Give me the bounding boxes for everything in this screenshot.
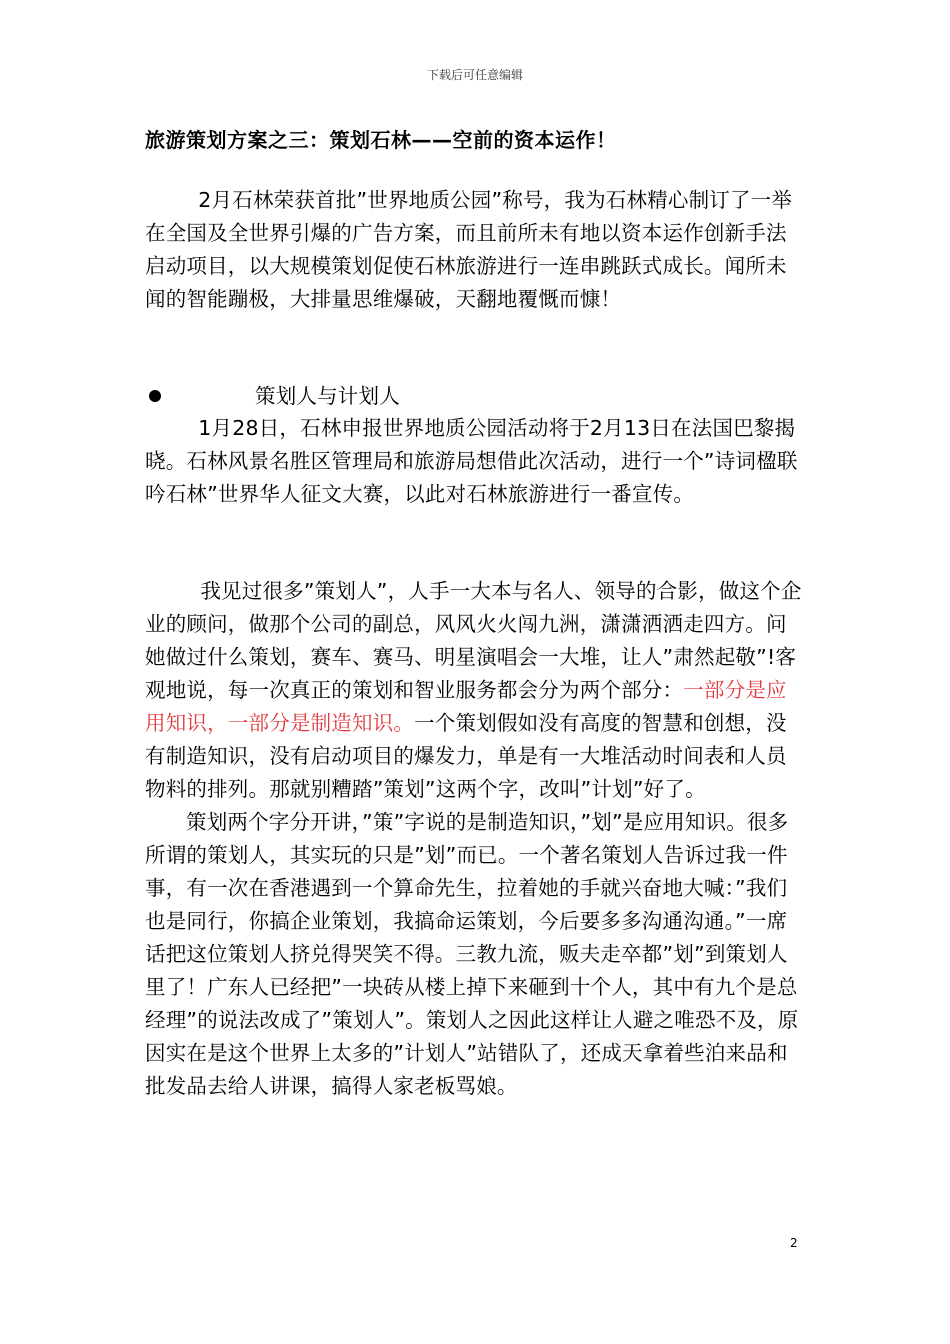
paragraph-planners [145, 575, 807, 806]
paragraph-planners-text: 我见过很多”策划人”，人手一大本与名人、领导的合影，做这个企业的顾问，做那个公司的副总，风风火火闯九洲，潇潇洒洒走四方。问她做过什么策划，赛车、赛马、明星演唱会一大堆，让人”肃然起敬”!客观地说，每一次真正的策划和智业服务都会分为两个部分： [145, 579, 802, 702]
highlighted-text: 一部分是应用知识，一部分是制造知识。 [145, 678, 787, 735]
spacer [145, 511, 807, 575]
section-heading [145, 380, 807, 412]
document-title: 旅游策划方案之三：策划石林——空前的资本运作！ [145, 128, 617, 152]
section-heading-text: 策划人与计划人 [255, 384, 400, 408]
page-header: 下载后可任意编辑 [426, 68, 523, 82]
paragraph-planners-text-cont: 一个策划假如没有高度的智慧和创想，没有制造知识，没有启动项目的爆发力，单是有一大堆活动时间表和人员物料的排列。那就别糟踏”策划”这两个字，改叫”计划”好了。 [145, 711, 787, 801]
spacer [145, 316, 807, 380]
bullet-icon [149, 390, 161, 402]
intro-paragraph: 2月石林荣获首批”世界地质公园”称号，我为石林精心制订了一举在全国及全世界引爆的广告方案，而且前所未有地以资本运作创新手法启动项目，以大规模策划促使石林旅游进行一连串跳跃式成长。闻所未闻的智能蹦极，大排量思维爆破，天翻地覆慨而慷！ [145, 188, 793, 311]
paragraph-event: 1月28日，石林申报世界地质公园活动将于2月13日在法国巴黎揭晓。石林风景名胜区管理局和旅游局想借此次活动，进行一个”诗词楹联吟石林”世界华人征文大赛，以此对石林旅游进行一番宣传。 [145, 416, 798, 506]
page-number: 2 [790, 1236, 798, 1250]
document-body [145, 184, 807, 1103]
paragraph-explanation: 策划两个字分开讲，”策”字说的是制造知识，”划”是应用知识。很多所谓的策划人，其实玩的只是”划”而已。一个著名策划人告诉过我一件事，有一次在香港遇到一个算命先生，拉着她的手就兴奋地大喊：”我们也是同行，你搞企业策划，我搞命运策划，今后要多多沟通沟通。”一席话把这位策划人挤兑得哭笑不得。三教九流，贩夫走卒都”划”到策划人里了！广东人已经把”一块砖从楼上掉下来砸到十个人，其中有九个是总经理”的说法改成了”策划人”。策划人之因此这样让人避之唯恐不及，原因实在是这个世界上太多的”计划人”站错队了，还成天拿着些泊来品和批发品去给人讲课，搞得人家老板骂娘。 [145, 810, 799, 1098]
